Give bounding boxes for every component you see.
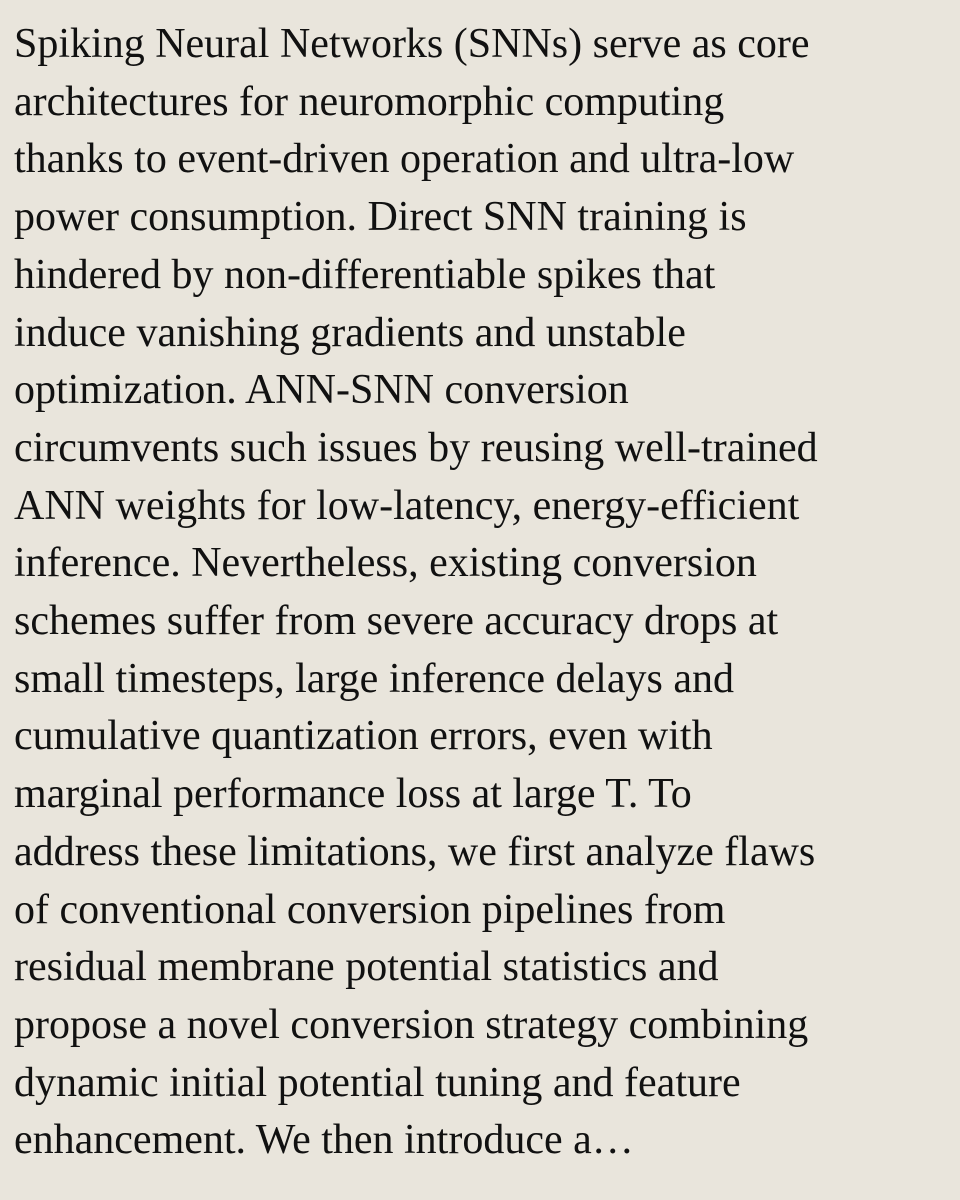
abstract-line-13: cumulative quantization errors, even with xyxy=(14,713,713,760)
abstract-line-18: propose a novel conversion strategy combining xyxy=(14,1001,809,1048)
abstract-line-20: enhancement. We then introduce a… xyxy=(14,1117,634,1164)
abstract-line-6: induce vanishing gradients and unstable xyxy=(14,309,686,356)
abstract-line-14: marginal performance loss at large T. To xyxy=(14,771,692,818)
abstract-line-15: address these limitations, we first analyze flaws xyxy=(14,828,816,875)
abstract-line-17: residual membrane potential statistics and xyxy=(14,944,719,991)
abstract-line-16: of conventional conversion pipelines from xyxy=(14,886,726,933)
abstract-line-8: circumvents such issues by reusing well-trained xyxy=(14,424,818,471)
abstract-line-12: small timesteps, large inference delays and xyxy=(14,655,734,702)
abstract-line-2: architectures for neuromorphic computing xyxy=(14,78,725,125)
abstract-line-5: hindered by non-differentiable spikes that xyxy=(14,251,716,298)
abstract-line-11: schemes suffer from severe accuracy drops at xyxy=(14,598,779,645)
abstract-line-4: power consumption. Direct SNN training is xyxy=(14,194,747,241)
abstract-line-3: thanks to event-driven operation and ultra-low xyxy=(14,136,795,183)
abstract-line-9: ANN weights for low-latency, energy-efficient xyxy=(14,482,800,529)
abstract-line-7: optimization. ANN-SNN conversion xyxy=(14,367,629,414)
abstract-line-19: dynamic initial potential tuning and feature xyxy=(14,1059,741,1106)
abstract-text xyxy=(14,16,954,1170)
abstract-line-10: inference. Nevertheless, existing conversion xyxy=(14,540,757,587)
abstract-line-1: Spiking Neural Networks (SNNs) serve as core xyxy=(14,21,810,67)
